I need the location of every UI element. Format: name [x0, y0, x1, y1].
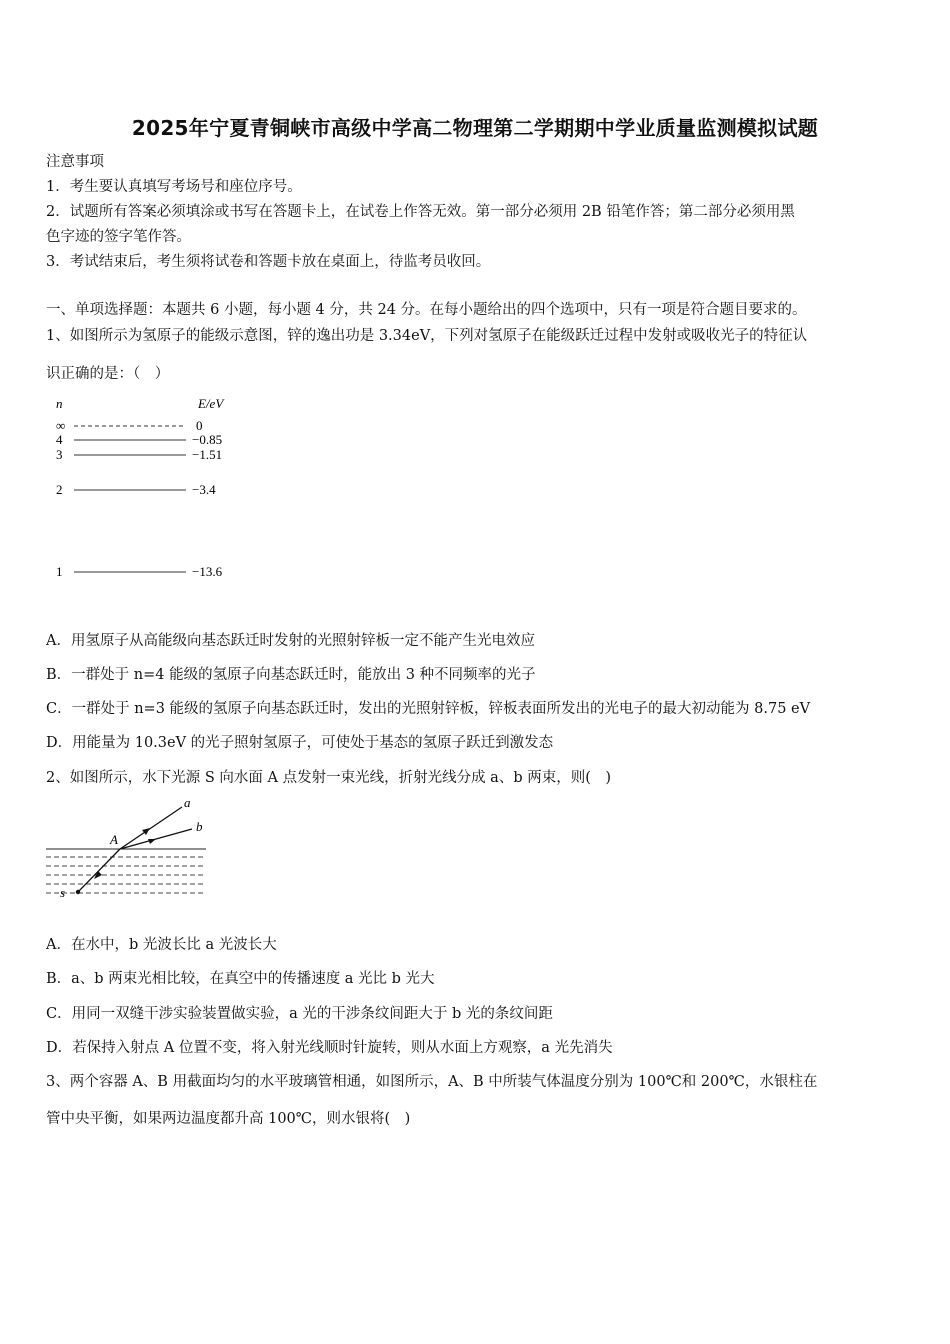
point-a-label: A	[110, 832, 118, 847]
level-energy-label: −13.6	[192, 564, 223, 579]
energy-axis-label: E/eV	[198, 396, 224, 411]
level-n-label: ∞	[56, 418, 66, 433]
ray-b-arrow	[148, 839, 156, 844]
page-title: 2025年宁夏青铜峡市高级中学高二物理第二学期期中学业质量监测模拟试题	[131, 116, 819, 140]
question-1-stem: 1、如图所示为氢原子的能级示意图，锌的逸出功是 3.34eV，下列对氢原子在能级跃迁过程中发射或吸收光子的特征认	[46, 328, 808, 344]
level-energy-label: 0	[196, 418, 203, 433]
energy-level-diagram	[46, 392, 246, 592]
level-n-label: 2	[56, 482, 63, 497]
notice-item: 3．考试结束后，考生须将试卷和答题卡放在桌面上，待监考员收回。	[46, 254, 491, 270]
question-2-option-d: D．若保持入射点 A 位置不变，将入射光线顺时针旋转，则从水面上方观察，a 光先消失	[46, 1040, 613, 1056]
question-1-option-c: C．一群处于 n=3 能级的氢原子向基态跃迁时，发出的光照射锌板，锌板表面所发出的光电子的最大初动能为 8.75 eV	[46, 701, 811, 717]
question-2-stem: 2、如图所示，水下光源 S 向水面 A 点发射一束光线，折射光线分成 a、b 两束，则( )	[46, 770, 612, 786]
section-heading: 一、单项选择题：本题共 6 小题，每小题 4 分，共 24 分。在每小题给出的四个选项中，只有一项是符合题目要求的。	[46, 302, 807, 318]
ray-b-label: b	[196, 819, 203, 834]
question-2-option-a: A．在水中，b 光波长比 a 光波长大	[46, 937, 277, 953]
level-n-label: 4	[56, 432, 63, 447]
level-energy-label: −1.51	[192, 447, 223, 462]
notice-heading: 注意事项	[46, 154, 104, 170]
notice-item: 2．试题所有答案必须填涂或书写在答题卡上，在试卷上作答无效。第一部分必须用 2B 铅笔作答；第二部分必须用黑	[46, 204, 795, 220]
question-2-option-b: B．a、b 两束光相比较，在真空中的传播速度 a 光比 b 光大	[46, 971, 435, 987]
level-energy-label: −3.4	[192, 482, 216, 497]
level-energy-label: −0.85	[192, 432, 223, 447]
notice-item: 1．考生要认真填写考场号和座位序号。	[46, 179, 302, 195]
question-1-stem-cont: 识正确的是：（ ）	[46, 366, 170, 382]
source-s-label: s	[60, 885, 66, 900]
n-axis-label: n	[56, 396, 63, 411]
light-source-dot	[76, 890, 80, 894]
question-1-option-d: D．用能量为 10.3eV 的光子照射氢原子，可使处于基态的氢原子跃迁到激发态	[46, 735, 554, 751]
notice-item: 色字迹的签字笔作答。	[46, 229, 191, 245]
refraction-diagram	[46, 795, 211, 905]
question-1-option-b: B．一群处于 n=4 能级的氢原子向基态跃迁时，能放出 3 种不同频率的光子	[46, 667, 536, 683]
question-1-option-a: A．用氢原子从高能级向基态跃迁时发射的光照射锌板一定不能产生光电效应	[46, 633, 535, 649]
question-3-stem: 3、两个容器 A、B 用截面均匀的水平玻璃管相通，如图所示，A、B 中所装气体温度分别为 100℃和 200℃，水银柱在	[46, 1074, 818, 1090]
question-3-stem-cont: 管中央平衡，如果两边温度都升高 100℃，则水银将( )	[46, 1111, 411, 1127]
question-2-option-c: C．用同一双缝干涉实验装置做实验，a 光的干涉条纹间距大于 b 光的条纹间距	[46, 1006, 553, 1022]
level-n-label: 1	[56, 564, 63, 579]
ray-a-label: a	[184, 795, 191, 810]
incident-ray	[78, 849, 120, 892]
level-n-label: 3	[56, 447, 63, 462]
